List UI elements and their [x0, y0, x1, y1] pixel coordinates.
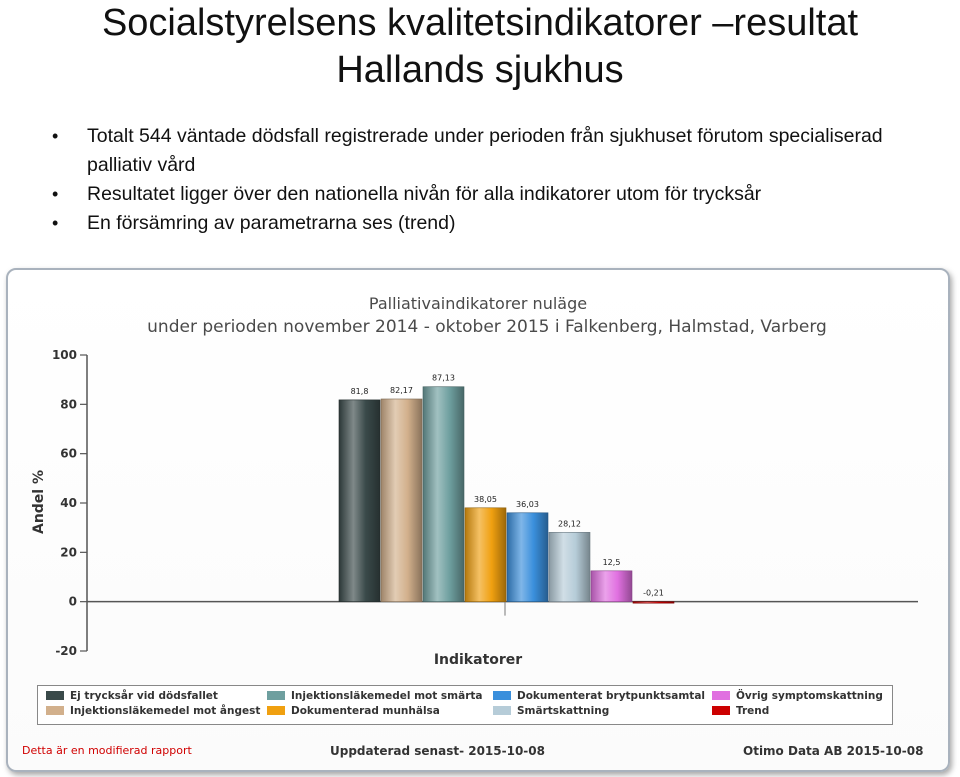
bar [549, 532, 590, 601]
y-tick-label: -20 [55, 644, 77, 658]
y-tick-label: 60 [60, 446, 77, 461]
legend-item [493, 690, 705, 704]
bar [381, 399, 422, 602]
bullet-item: • Resultatet ligger över den nationella nivån för alla indikatorer utom för trycksår [40, 180, 940, 209]
legend-item [493, 705, 609, 719]
bar-data-label: 82,17 [390, 385, 413, 395]
legend-swatch [493, 706, 511, 715]
legend-label: Övrig symptomskattning [736, 690, 883, 702]
y-tick-label: 80 [60, 397, 77, 412]
legend-swatch [712, 691, 730, 700]
chart-legend [37, 685, 893, 725]
legend-label: Injektionsläkemedel mot ångest [70, 705, 261, 717]
legend-item [46, 690, 218, 704]
y-tick-label: 20 [60, 545, 77, 560]
legend-swatch [46, 691, 64, 700]
legend-item [712, 705, 769, 719]
footer-modified-note: Detta är en modifierad rapport [22, 744, 192, 757]
bar-data-label: -0,21 [643, 588, 664, 598]
chart-panel [6, 268, 950, 772]
bullet-list [40, 122, 940, 238]
legend-swatch [267, 691, 285, 700]
bar-data-label: 38,05 [474, 494, 497, 504]
legend-item [267, 690, 483, 704]
legend-label: Ej trycksår vid dödsfallet [70, 690, 218, 702]
footer-copyright: Otimo Data AB 2015-10-08 [743, 744, 924, 758]
legend-label: Dokumenterad munhälsa [291, 705, 440, 717]
legend-swatch [46, 706, 64, 715]
bar [633, 602, 674, 604]
legend-item [712, 690, 883, 704]
legend-label: Trend [736, 705, 770, 717]
bar-data-label: 87,13 [432, 373, 455, 383]
bar [465, 508, 506, 602]
legend-item [267, 705, 440, 719]
legend-label: Smärtskattning [517, 705, 610, 717]
bar-data-label: 12,5 [602, 557, 621, 567]
bar [339, 400, 380, 602]
bar [507, 513, 548, 602]
legend-swatch [267, 706, 285, 715]
legend-swatch [493, 691, 511, 700]
y-axis-title: Andel % [31, 469, 47, 535]
x-axis-title: Indikatorer [433, 652, 523, 668]
bullet-item: • Totalt 544 väntade dödsfall registrerade under perioden från sjukhuset förutom specialiserad palliativ vård [40, 122, 940, 180]
chart-subtitle: under perioden november 2014 - oktober 2015 i Falkenberg, Halmstad, Varberg [147, 317, 827, 337]
slide-title [0, 0, 960, 94]
bar-data-label: 36,03 [516, 499, 539, 509]
legend-item [46, 705, 260, 719]
bullet-item: • En försämring av parametrarna ses (trend) [40, 209, 940, 238]
y-tick-label: 0 [68, 594, 77, 609]
bar-data-label: 28,12 [558, 519, 581, 529]
y-tick-label: 100 [51, 348, 77, 362]
bar [591, 571, 632, 602]
y-tick-label: 40 [60, 496, 77, 510]
chart-title: Palliativaindikatorer nuläge [368, 294, 588, 313]
bar [423, 387, 464, 602]
slide-title-line-2: Hallands sjukhus [336, 49, 624, 91]
footer-updated: Uppdaterad senast- 2015-10-08 [330, 744, 545, 758]
bar-data-label: 81,8 [350, 386, 369, 396]
legend-label: Injektionsläkemedel mot smärta [291, 690, 483, 702]
legend-label: Dokumenterat brytpunktsamtal [517, 690, 706, 702]
slide-title-line-1: Socialstyrelsens kvalitetsindikatorer –resultat [101, 2, 859, 44]
legend-swatch [712, 706, 730, 715]
